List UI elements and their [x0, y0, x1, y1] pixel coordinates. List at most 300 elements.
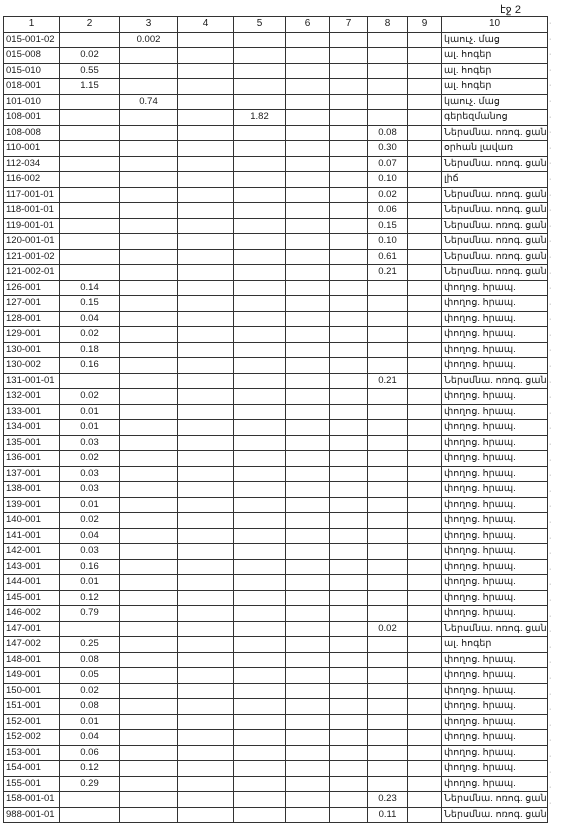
area-cell: [408, 637, 442, 653]
table-row: [4, 249, 548, 265]
table-row: [4, 342, 548, 358]
land-use-cell: փողոց. հրապ.: [442, 714, 548, 730]
area-cell: [330, 141, 368, 157]
parcel-code-cell: 132-001: [4, 389, 60, 405]
area-cell: [408, 699, 442, 715]
area-cell: [330, 48, 368, 64]
area-cell: [330, 172, 368, 188]
area-cell: [408, 606, 442, 622]
margin-tick: ·: [549, 35, 552, 43]
area-cell: [286, 389, 330, 405]
area-cell: [178, 714, 234, 730]
area-cell: 0.01: [60, 497, 120, 513]
margin-tick: ·: [549, 175, 552, 183]
area-cell: [60, 373, 120, 389]
land-use-cell: փողոց. հրապ.: [442, 683, 548, 699]
area-cell: [286, 776, 330, 792]
margin-tick: ·: [549, 300, 552, 308]
land-use-cell: գերեզմանոց: [442, 110, 548, 126]
margin-tick: ·: [549, 20, 552, 27]
area-cell: [408, 234, 442, 250]
area-cell: [286, 156, 330, 172]
area-cell: 0.01: [60, 404, 120, 420]
area-cell: [286, 435, 330, 451]
area-cell: [60, 187, 120, 203]
table-row: [4, 466, 548, 482]
area-cell: [286, 218, 330, 234]
margin-tick: ·: [549, 97, 552, 105]
area-cell: [60, 792, 120, 808]
area-cell: [368, 79, 408, 95]
margin-tick: ·: [549, 534, 552, 542]
area-cell: [178, 761, 234, 777]
area-cell: [330, 187, 368, 203]
land-use-cell: Ներսմնա. ոռոգ. ցան: [442, 621, 548, 637]
area-cell: [368, 358, 408, 374]
area-cell: 0.29: [60, 776, 120, 792]
table-row: [4, 389, 548, 405]
area-cell: [120, 389, 178, 405]
margin-marks: [549, 16, 564, 811]
area-cell: 0.01: [60, 575, 120, 591]
parcel-code-cell: 134-001: [4, 420, 60, 436]
table-row: [4, 141, 548, 157]
area-cell: 0.05: [60, 668, 120, 684]
area-cell: [234, 296, 286, 312]
area-cell: [178, 792, 234, 808]
area-cell: [408, 187, 442, 203]
column-header-4: 4: [178, 17, 234, 33]
area-cell: [286, 730, 330, 746]
area-cell: 0.03: [60, 466, 120, 482]
area-cell: [286, 528, 330, 544]
land-use-cell: Ներսմնա. ոռոգ. ցան: [442, 249, 548, 265]
area-cell: [178, 575, 234, 591]
area-cell: [368, 311, 408, 327]
land-use-cell: փողոց. հրապ.: [442, 652, 548, 668]
area-cell: [234, 451, 286, 467]
area-cell: [178, 668, 234, 684]
area-cell: [368, 63, 408, 79]
land-use-cell: փողոց. հրապ.: [442, 528, 548, 544]
area-cell: [330, 761, 368, 777]
area-cell: [60, 621, 120, 637]
area-cell: [286, 94, 330, 110]
area-cell: [286, 296, 330, 312]
area-cell: [330, 497, 368, 513]
area-cell: 0.12: [60, 761, 120, 777]
area-cell: [368, 466, 408, 482]
area-cell: [178, 373, 234, 389]
parcel-code-cell: 015-001-02: [4, 32, 60, 48]
land-use-cell: փողոց. հրապ.: [442, 327, 548, 343]
area-cell: [178, 249, 234, 265]
area-cell: 0.02: [60, 48, 120, 64]
parcel-code-cell: 120-001-01: [4, 234, 60, 250]
table-row: [4, 404, 548, 420]
area-cell: [234, 32, 286, 48]
parcel-code-cell: 143-001: [4, 559, 60, 575]
area-cell: [408, 544, 442, 560]
area-cell: [368, 652, 408, 668]
table-row: [4, 652, 548, 668]
margin-tick: ·: [549, 347, 552, 355]
area-cell: [286, 575, 330, 591]
area-cell: [234, 528, 286, 544]
margin-tick: ·: [549, 66, 552, 74]
table-row: [4, 203, 548, 219]
area-cell: [408, 249, 442, 265]
area-cell: [178, 652, 234, 668]
area-cell: [368, 497, 408, 513]
margin-tick: ·: [549, 503, 552, 511]
area-cell: [120, 358, 178, 374]
area-cell: [120, 575, 178, 591]
parcel-code-cell: 147-002: [4, 637, 60, 653]
area-cell: [120, 110, 178, 126]
land-use-cell: Ներսմնա. ոռոգ. ցան: [442, 373, 548, 389]
area-cell: [120, 187, 178, 203]
area-cell: [120, 280, 178, 296]
area-cell: [286, 79, 330, 95]
area-cell: [120, 513, 178, 529]
area-cell: [286, 63, 330, 79]
area-cell: [368, 435, 408, 451]
table-row: [4, 590, 548, 606]
page-number: էջ 2: [500, 4, 521, 16]
margin-tick: ·: [549, 207, 552, 215]
area-cell: [178, 420, 234, 436]
land-use-cell: ալ. հոգեր: [442, 63, 548, 79]
area-cell: [178, 79, 234, 95]
area-cell: [368, 404, 408, 420]
land-use-cell: փողոց. հրապ.: [442, 342, 548, 358]
area-cell: [408, 761, 442, 777]
area-cell: [330, 327, 368, 343]
land-use-cell: փողոց. հրապ.: [442, 513, 548, 529]
table-row: [4, 544, 548, 560]
column-header-1: 1: [4, 17, 60, 33]
parcel-code-cell: 140-001: [4, 513, 60, 529]
land-use-cell: Ներսմնա. ոռոգ. ցան: [442, 203, 548, 219]
area-cell: [330, 606, 368, 622]
area-cell: [286, 311, 330, 327]
land-use-cell: փողոց. հրապ.: [442, 776, 548, 792]
area-cell: 0.23: [368, 792, 408, 808]
area-cell: [286, 110, 330, 126]
area-cell: [408, 94, 442, 110]
area-cell: 0.08: [60, 652, 120, 668]
parcel-code-cell: 116-002: [4, 172, 60, 188]
area-cell: [286, 683, 330, 699]
area-cell: [286, 327, 330, 343]
table-row: [4, 234, 548, 250]
margin-tick: ·: [549, 82, 552, 90]
area-cell: [120, 606, 178, 622]
parcel-code-cell: 118-001-01: [4, 203, 60, 219]
area-cell: 0.55: [60, 63, 120, 79]
area-cell: [330, 730, 368, 746]
margin-tick: ·: [549, 285, 552, 293]
area-cell: [234, 497, 286, 513]
area-cell: [408, 714, 442, 730]
area-cell: [368, 776, 408, 792]
area-cell: [178, 683, 234, 699]
area-cell: [178, 265, 234, 281]
area-cell: [408, 389, 442, 405]
area-cell: [408, 48, 442, 64]
area-cell: [178, 606, 234, 622]
area-cell: [120, 141, 178, 157]
area-cell: [408, 125, 442, 141]
area-cell: [120, 776, 178, 792]
area-cell: [330, 699, 368, 715]
column-header-3: 3: [120, 17, 178, 33]
area-cell: [120, 497, 178, 513]
area-cell: [408, 63, 442, 79]
area-cell: [120, 327, 178, 343]
parcel-code-cell: 101-010: [4, 94, 60, 110]
table-row: [4, 172, 548, 188]
table-row: [4, 94, 548, 110]
area-cell: [234, 559, 286, 575]
area-cell: [178, 125, 234, 141]
area-cell: [178, 559, 234, 575]
area-cell: 0.03: [60, 435, 120, 451]
area-cell: [408, 482, 442, 498]
area-cell: 0.06: [368, 203, 408, 219]
area-cell: [330, 792, 368, 808]
parcel-code-cell: 155-001: [4, 776, 60, 792]
area-cell: [60, 218, 120, 234]
area-cell: [368, 668, 408, 684]
area-cell: [234, 342, 286, 358]
area-cell: [286, 451, 330, 467]
area-cell: [120, 807, 178, 823]
area-cell: 0.30: [368, 141, 408, 157]
table-row: [4, 280, 548, 296]
parcel-code-cell: 158-001-01: [4, 792, 60, 808]
parcel-code-cell: 119-001-01: [4, 218, 60, 234]
area-cell: [234, 218, 286, 234]
area-cell: [368, 32, 408, 48]
land-use-cell: փողոց. հրապ.: [442, 482, 548, 498]
area-cell: [368, 94, 408, 110]
area-cell: [120, 404, 178, 420]
area-cell: [120, 683, 178, 699]
margin-tick: ·: [549, 269, 552, 277]
area-cell: 0.79: [60, 606, 120, 622]
area-cell: [330, 637, 368, 653]
area-cell: [120, 342, 178, 358]
area-cell: [120, 745, 178, 761]
area-cell: [234, 668, 286, 684]
area-cell: [330, 389, 368, 405]
parcel-code-cell: 018-001: [4, 79, 60, 95]
parcel-code-cell: 148-001: [4, 652, 60, 668]
area-cell: [120, 451, 178, 467]
area-cell: [178, 63, 234, 79]
area-cell: [120, 48, 178, 64]
margin-tick: ·: [549, 238, 552, 246]
area-cell: [408, 342, 442, 358]
land-use-cell: փողոց. հրապ.: [442, 451, 548, 467]
area-cell: 0.08: [368, 125, 408, 141]
parcel-code-cell: 142-001: [4, 544, 60, 560]
area-cell: 0.74: [120, 94, 178, 110]
land-use-cell: օրհան լավառ: [442, 141, 548, 157]
area-cell: 0.02: [368, 187, 408, 203]
land-use-cell: Ներսմնա. ոռոգ. ցան: [442, 265, 548, 281]
area-cell: [178, 513, 234, 529]
table-row: [4, 48, 548, 64]
margin-tick: ·: [549, 144, 552, 152]
area-cell: [286, 497, 330, 513]
area-cell: [60, 807, 120, 823]
area-cell: [368, 528, 408, 544]
area-cell: [330, 342, 368, 358]
column-header-7: 7: [330, 17, 368, 33]
land-use-cell: Ներսմնա. ոռոգ. ցան: [442, 187, 548, 203]
area-cell: [286, 404, 330, 420]
area-cell: [178, 404, 234, 420]
area-cell: [286, 637, 330, 653]
area-cell: [368, 451, 408, 467]
area-cell: [408, 730, 442, 746]
area-cell: [234, 513, 286, 529]
margin-tick: ·: [549, 799, 552, 807]
area-cell: [286, 358, 330, 374]
land-use-cell: փողոց. հրապ.: [442, 590, 548, 606]
area-cell: [408, 451, 442, 467]
area-cell: [368, 683, 408, 699]
area-cell: 0.04: [60, 528, 120, 544]
area-cell: 0.11: [368, 807, 408, 823]
area-cell: [60, 94, 120, 110]
area-cell: 0.16: [60, 358, 120, 374]
area-cell: [120, 311, 178, 327]
area-cell: [178, 311, 234, 327]
area-cell: [60, 125, 120, 141]
table-row: [4, 79, 548, 95]
land-use-cell: փողոց. հրապ.: [442, 311, 548, 327]
area-cell: [178, 358, 234, 374]
area-cell: [408, 590, 442, 606]
area-cell: [120, 482, 178, 498]
area-cell: [234, 714, 286, 730]
area-cell: [408, 497, 442, 513]
parcel-code-cell: 988-001-01: [4, 807, 60, 823]
table-row: [4, 482, 548, 498]
land-use-cell: Ներսմնա. ոռոգ. ցան: [442, 125, 548, 141]
area-cell: [234, 606, 286, 622]
data-table: [3, 16, 548, 823]
area-cell: [234, 420, 286, 436]
table-row: [4, 327, 548, 343]
area-cell: [408, 141, 442, 157]
area-cell: [178, 203, 234, 219]
land-use-cell: Ներսմնա. ոռոգ. ցան: [442, 792, 548, 808]
table-row: [4, 730, 548, 746]
area-cell: [234, 683, 286, 699]
area-cell: [408, 110, 442, 126]
area-cell: [178, 466, 234, 482]
area-cell: [120, 63, 178, 79]
area-cell: [408, 807, 442, 823]
area-cell: [408, 156, 442, 172]
table-row: [4, 125, 548, 141]
margin-tick: ·: [549, 253, 552, 261]
area-cell: [286, 606, 330, 622]
area-cell: [120, 125, 178, 141]
area-cell: [60, 32, 120, 48]
parcel-code-cell: 112-034: [4, 156, 60, 172]
area-cell: [234, 311, 286, 327]
area-cell: [234, 358, 286, 374]
table-row: [4, 668, 548, 684]
area-cell: [178, 172, 234, 188]
area-cell: 0.25: [60, 637, 120, 653]
area-cell: [408, 745, 442, 761]
column-header-9: 9: [408, 17, 442, 33]
area-cell: [60, 203, 120, 219]
area-cell: 0.18: [60, 342, 120, 358]
table-row: [4, 637, 548, 653]
area-cell: [330, 776, 368, 792]
land-use-cell: կաուչ. մաց: [442, 32, 548, 48]
table-row: [4, 296, 548, 312]
area-cell: [286, 621, 330, 637]
land-use-cell: փողոց. հրապ.: [442, 745, 548, 761]
area-cell: [120, 559, 178, 575]
area-cell: [330, 296, 368, 312]
land-use-cell: փողոց. հրապ.: [442, 699, 548, 715]
area-cell: [286, 513, 330, 529]
area-cell: [120, 730, 178, 746]
area-cell: [60, 249, 120, 265]
margin-tick: ·: [549, 487, 552, 495]
area-cell: 0.21: [368, 265, 408, 281]
area-cell: [234, 94, 286, 110]
area-cell: [368, 606, 408, 622]
area-cell: [408, 435, 442, 451]
parcel-code-cell: 144-001: [4, 575, 60, 591]
area-cell: [120, 637, 178, 653]
area-cell: [120, 699, 178, 715]
area-cell: [60, 110, 120, 126]
area-cell: 0.10: [368, 234, 408, 250]
land-use-cell: Ներսմնա. ոռոգ. ցան: [442, 218, 548, 234]
area-cell: [368, 513, 408, 529]
table-row: [4, 265, 548, 281]
land-use-cell: փողոց. հրապ.: [442, 761, 548, 777]
parcel-code-cell: 147-001: [4, 621, 60, 637]
area-cell: [286, 32, 330, 48]
margin-tick: ·: [549, 191, 552, 199]
area-cell: [286, 172, 330, 188]
area-cell: [408, 668, 442, 684]
parcel-code-cell: 121-002-01: [4, 265, 60, 281]
table-row: [4, 792, 548, 808]
area-cell: [368, 110, 408, 126]
area-cell: [368, 296, 408, 312]
area-cell: [368, 280, 408, 296]
parcel-code-cell: 151-001: [4, 699, 60, 715]
area-cell: [60, 265, 120, 281]
area-cell: [120, 218, 178, 234]
area-cell: 0.14: [60, 280, 120, 296]
area-cell: [234, 48, 286, 64]
